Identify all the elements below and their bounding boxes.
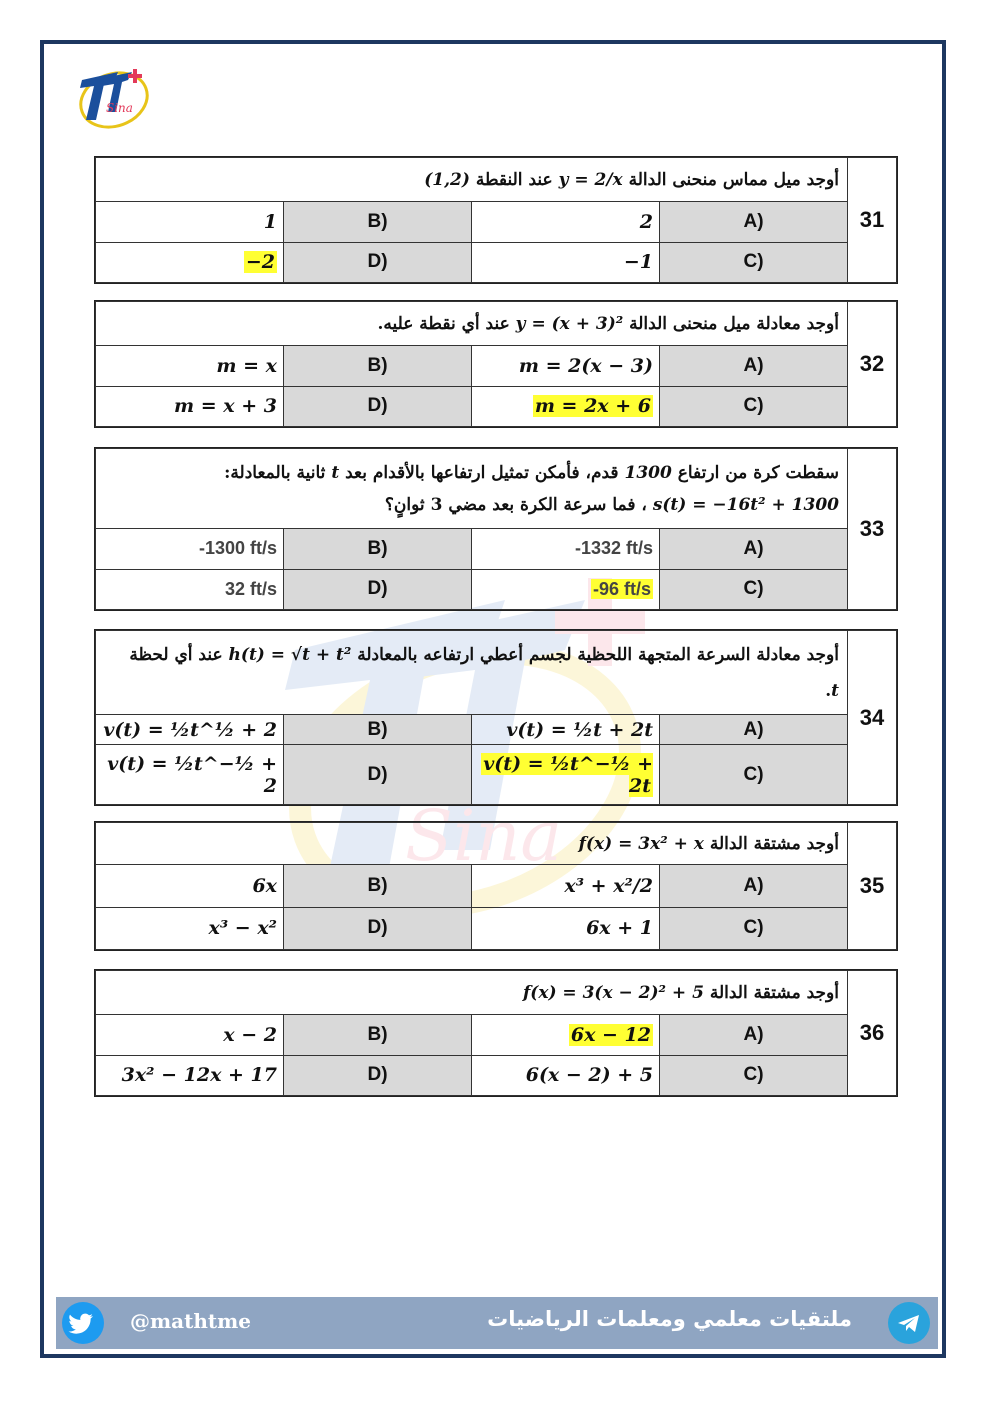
correct-answer-highlight: 6x − 12 xyxy=(570,1023,651,1046)
question-32 xyxy=(94,300,898,428)
answer-a[interactable]: -1332 ft/s xyxy=(472,529,660,570)
question-number: 36 xyxy=(848,971,897,1096)
twitter-handle[interactable]: @mathtme xyxy=(130,1309,252,1333)
answer-c[interactable]: −1 xyxy=(472,242,660,283)
answer-c[interactable] xyxy=(472,745,660,805)
question-number: 34 xyxy=(848,631,897,805)
footer-bar xyxy=(56,1297,938,1349)
correct-answer-highlight: -96 ft/s xyxy=(592,578,651,599)
answer-d[interactable] xyxy=(96,242,284,283)
question-stem: أوجد معادلة ميل منحنى الدالة y = (x + 3)² عند أي نقطة عليه. xyxy=(96,302,848,346)
letter-c: C) xyxy=(660,242,848,283)
letter-d: D) xyxy=(284,569,472,610)
letter-d: D) xyxy=(284,745,472,805)
answer-a[interactable]: x³ + x²/2 xyxy=(472,865,660,908)
letter-b: B) xyxy=(284,346,472,387)
letter-d: D) xyxy=(284,386,472,427)
answer-b[interactable]: 6x xyxy=(96,865,284,908)
logo xyxy=(74,60,166,134)
answer-b[interactable]: x − 2 xyxy=(96,1015,284,1056)
letter-d: D) xyxy=(284,242,472,283)
letter-b: B) xyxy=(284,715,472,745)
twitter-icon[interactable] xyxy=(62,1302,104,1344)
answer-b[interactable]: 1 xyxy=(96,202,284,243)
correct-answer-highlight: v(t) = ½t^−½ + 2t xyxy=(483,752,653,797)
letter-c: C) xyxy=(660,907,848,950)
question-number: 33 xyxy=(848,449,897,610)
answer-c[interactable] xyxy=(472,386,660,427)
answer-d[interactable]: v(t) = ½t^−½ + 2 xyxy=(96,745,284,805)
letter-c: C) xyxy=(660,569,848,610)
letter-b: B) xyxy=(284,529,472,570)
letter-c: C) xyxy=(660,386,848,427)
answer-d[interactable]: 3x² − 12x + 17 xyxy=(96,1055,284,1096)
letter-b: B) xyxy=(284,865,472,908)
letter-d: D) xyxy=(284,1055,472,1096)
letter-a: A) xyxy=(660,529,848,570)
question-33 xyxy=(94,447,898,611)
question-31 xyxy=(94,156,898,284)
channel-name: ملتقيات معلمي ومعلمات الرياضيات xyxy=(487,1307,852,1331)
svg-text:Sina: Sina xyxy=(405,795,563,877)
answer-a[interactable]: 2 xyxy=(472,202,660,243)
correct-answer-highlight: m = 2x + 6 xyxy=(534,395,651,418)
letter-b: B) xyxy=(284,1015,472,1056)
question-stem: أوجد مشتقة الدالة f(x) = 3(x − 2)² + 5 xyxy=(96,971,848,1015)
letter-a: A) xyxy=(660,715,848,745)
answer-d[interactable]: x³ − x² xyxy=(96,907,284,950)
letter-a: A) xyxy=(660,346,848,387)
answer-a[interactable]: v(t) = ½t + 2t xyxy=(472,715,660,745)
question-number: 31 xyxy=(848,158,897,283)
correct-answer-highlight: −2 xyxy=(245,251,275,274)
answer-d[interactable]: 32 ft/s xyxy=(96,569,284,610)
letter-d: D) xyxy=(284,907,472,950)
question-stem: أوجد مشتقة الدالة f(x) = 3x² + x xyxy=(96,823,848,865)
answer-b[interactable]: -1300 ft/s xyxy=(96,529,284,570)
answer-d[interactable]: m = x + 3 xyxy=(96,386,284,427)
question-stem: سقطت كرة من ارتفاع 1300 قدم، فأمكن تمثيل ارتفاعها بالأقدام بعد t ثانية بالمعادلة: s(t) = −16t² + 1300 ، فما سرعة الكرة بعد مضي 3 ثوانٍ؟ xyxy=(96,449,848,529)
question-stem: أوجد معادلة السرعة المتجهة اللحظية لجسم أعطي ارتفاعه بالمعادلة h(t) = √t + t² عند أي لحظة t. xyxy=(96,631,848,715)
svg-text:Sina: Sina xyxy=(106,101,133,115)
letter-a: A) xyxy=(660,1015,848,1056)
letter-c: C) xyxy=(660,745,848,805)
answer-b[interactable]: m = x xyxy=(96,346,284,387)
question-stem: أوجد ميل مماس منحنى الدالة y = 2/x عند النقطة (1,2) xyxy=(96,158,848,202)
letter-b: B) xyxy=(284,202,472,243)
question-35 xyxy=(94,821,898,951)
answer-a[interactable]: m = 2(x − 3) xyxy=(472,346,660,387)
answer-a[interactable] xyxy=(472,1015,660,1056)
answer-c[interactable] xyxy=(472,569,660,610)
answer-c[interactable]: 6x + 1 xyxy=(472,907,660,950)
answer-c[interactable]: 6(x − 2) + 5 xyxy=(472,1055,660,1096)
letter-a: A) xyxy=(660,202,848,243)
answer-b[interactable]: v(t) = ½t^½ + 2 xyxy=(96,715,284,745)
letter-a: A) xyxy=(660,865,848,908)
letter-c: C) xyxy=(660,1055,848,1096)
question-34 xyxy=(94,629,898,806)
question-number: 35 xyxy=(848,823,897,950)
question-number: 32 xyxy=(848,302,897,427)
telegram-icon[interactable] xyxy=(888,1302,930,1344)
question-36 xyxy=(94,969,898,1097)
